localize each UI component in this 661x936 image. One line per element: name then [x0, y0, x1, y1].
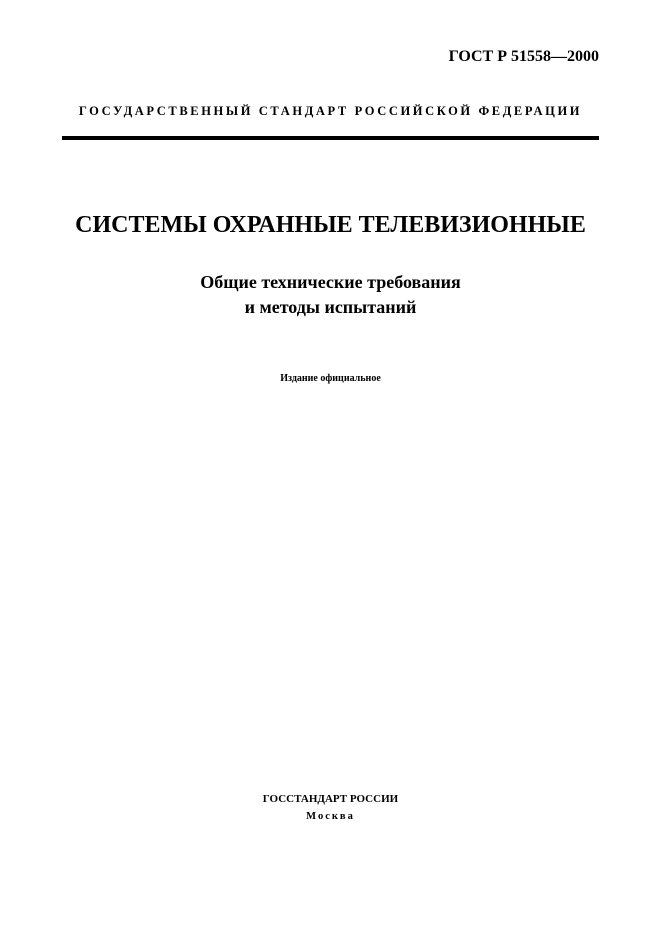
- state-standard-heading: ГОСУДАРСТВЕННЫЙ СТАНДАРТ РОССИЙСКОЙ ФЕДЕРАЦИИ: [78, 104, 583, 118]
- subtitle-line-2: и методы испытаний: [244, 297, 417, 317]
- subtitle-line-1: Общие технические требования: [200, 272, 461, 292]
- document-subtitle: [0, 270, 661, 320]
- publisher-name: ГОССТАНДАРТ РОССИИ: [262, 793, 399, 805]
- document-number: ГОСТ Р 51558—2000: [448, 48, 599, 65]
- publication-city: Москва: [306, 811, 355, 822]
- edition-label: Издание официальное: [280, 373, 381, 384]
- header-divider: [62, 136, 599, 140]
- document-title: СИСТЕМЫ ОХРАННЫЕ ТЕЛЕВИЗИОННЫЕ: [75, 212, 586, 238]
